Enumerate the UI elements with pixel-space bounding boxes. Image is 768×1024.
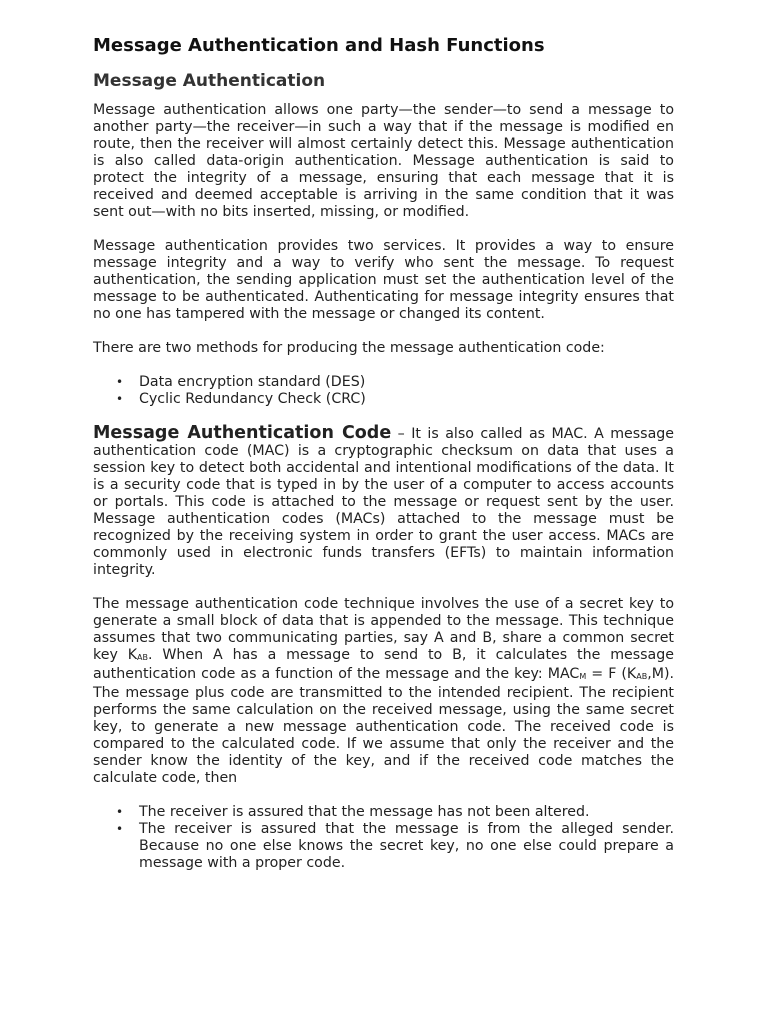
mac-technique-text-2: . When A has a message to send to B, it calculates the message authentication code as a function of the message and the key: MAC — [93, 647, 674, 682]
section-heading-message-authentication: Message Authentication — [93, 71, 326, 91]
mac-intro-text: – It is also called as MAC. A message authentication code (MAC) is a cryptographic checksum on data that uses a session key to detect both accidental and intentional modifications of the data. It is a security code that is typed in by the user of a computer to access accounts or portals. This code is attached to the message or request sent by the user. Message authentication codes (MACs) attached to the message must be recognized by the receiving system in order to grant the user access. MACs are commonly used in electronic funds transfers (EFTs) to maintain information integrity. — [93, 426, 674, 578]
document-page — [93, 34, 674, 889]
list-item — [116, 804, 674, 821]
bullet-icon: • — [116, 822, 124, 836]
mac-technique-text-3: = F (K — [586, 666, 637, 682]
paragraph-definition: Message authentication allows one party—the sender—to send a message to another party—the receiver—in such a way that if the message is modified en route, then the receiver will almost certainly detect this. Message authentication is also called data-origin authentication. Message authentication is said to protect the integrity of a message, ensuring that each message that it is received and deemed acceptable is arriving in the same condition that it was sent out—with no bits inserted, missing, or modified. — [93, 102, 674, 220]
mac-heading: Message Authentication Code — [93, 423, 392, 443]
list-item-text: Cyclic Redundancy Check (CRC) — [139, 391, 366, 407]
list-item-text: The receiver is assured that the message has not been altered. — [139, 804, 590, 820]
paragraph-methods-intro: There are two methods for producing the message authentication code: — [93, 340, 605, 356]
bullet-icon: • — [116, 375, 124, 389]
subscript-ab-2: AB — [636, 672, 648, 681]
subscript-ab: AB — [137, 653, 148, 662]
paragraph-mac-intro — [93, 425, 674, 579]
paragraph-services: Message authentication provides two services. It provides a way to ensure message integrity and a way to verify who sent the message. To request authentication, the sending application must set the authentication level of the message to be authenticated. Authenticating for message integrity ensures that no one has tampered with the message or changed its content. — [93, 238, 674, 322]
mac-technique-text-4: ,M). The message plus code are transmitted to the intended recipient. The recipient performs the same calculation on the received message, using the same secret key, to generate a new message authentication code. The received code is compared to the calculated code. If we assume that only the receiver and the sender know the identity of the key, and if the received code matches the calculate code, then — [93, 666, 675, 786]
subscript-m: M — [579, 672, 587, 681]
list-item — [116, 391, 674, 408]
list-item-text: The receiver is assured that the message is from the alleged sender. Because no one else knows the secret key, no one else could prepare a message with a proper code. — [139, 821, 674, 871]
list-item — [116, 374, 674, 391]
document-title: Message Authentication and Hash Functions — [93, 35, 545, 56]
assurances-list — [93, 804, 674, 872]
list-item — [116, 821, 674, 872]
list-item-text: Data encryption standard (DES) — [139, 374, 366, 390]
bullet-icon: • — [116, 392, 124, 406]
mac-technique-text-1: The message authentication code technique involves the use of a secret key to generate a small block of data that is appended to the message. This technique assumes that two communicating parties, say A and B, share a common secret key K — [93, 596, 674, 663]
methods-list — [93, 374, 674, 408]
paragraph-mac-technique — [93, 596, 674, 787]
bullet-icon: • — [116, 805, 124, 819]
